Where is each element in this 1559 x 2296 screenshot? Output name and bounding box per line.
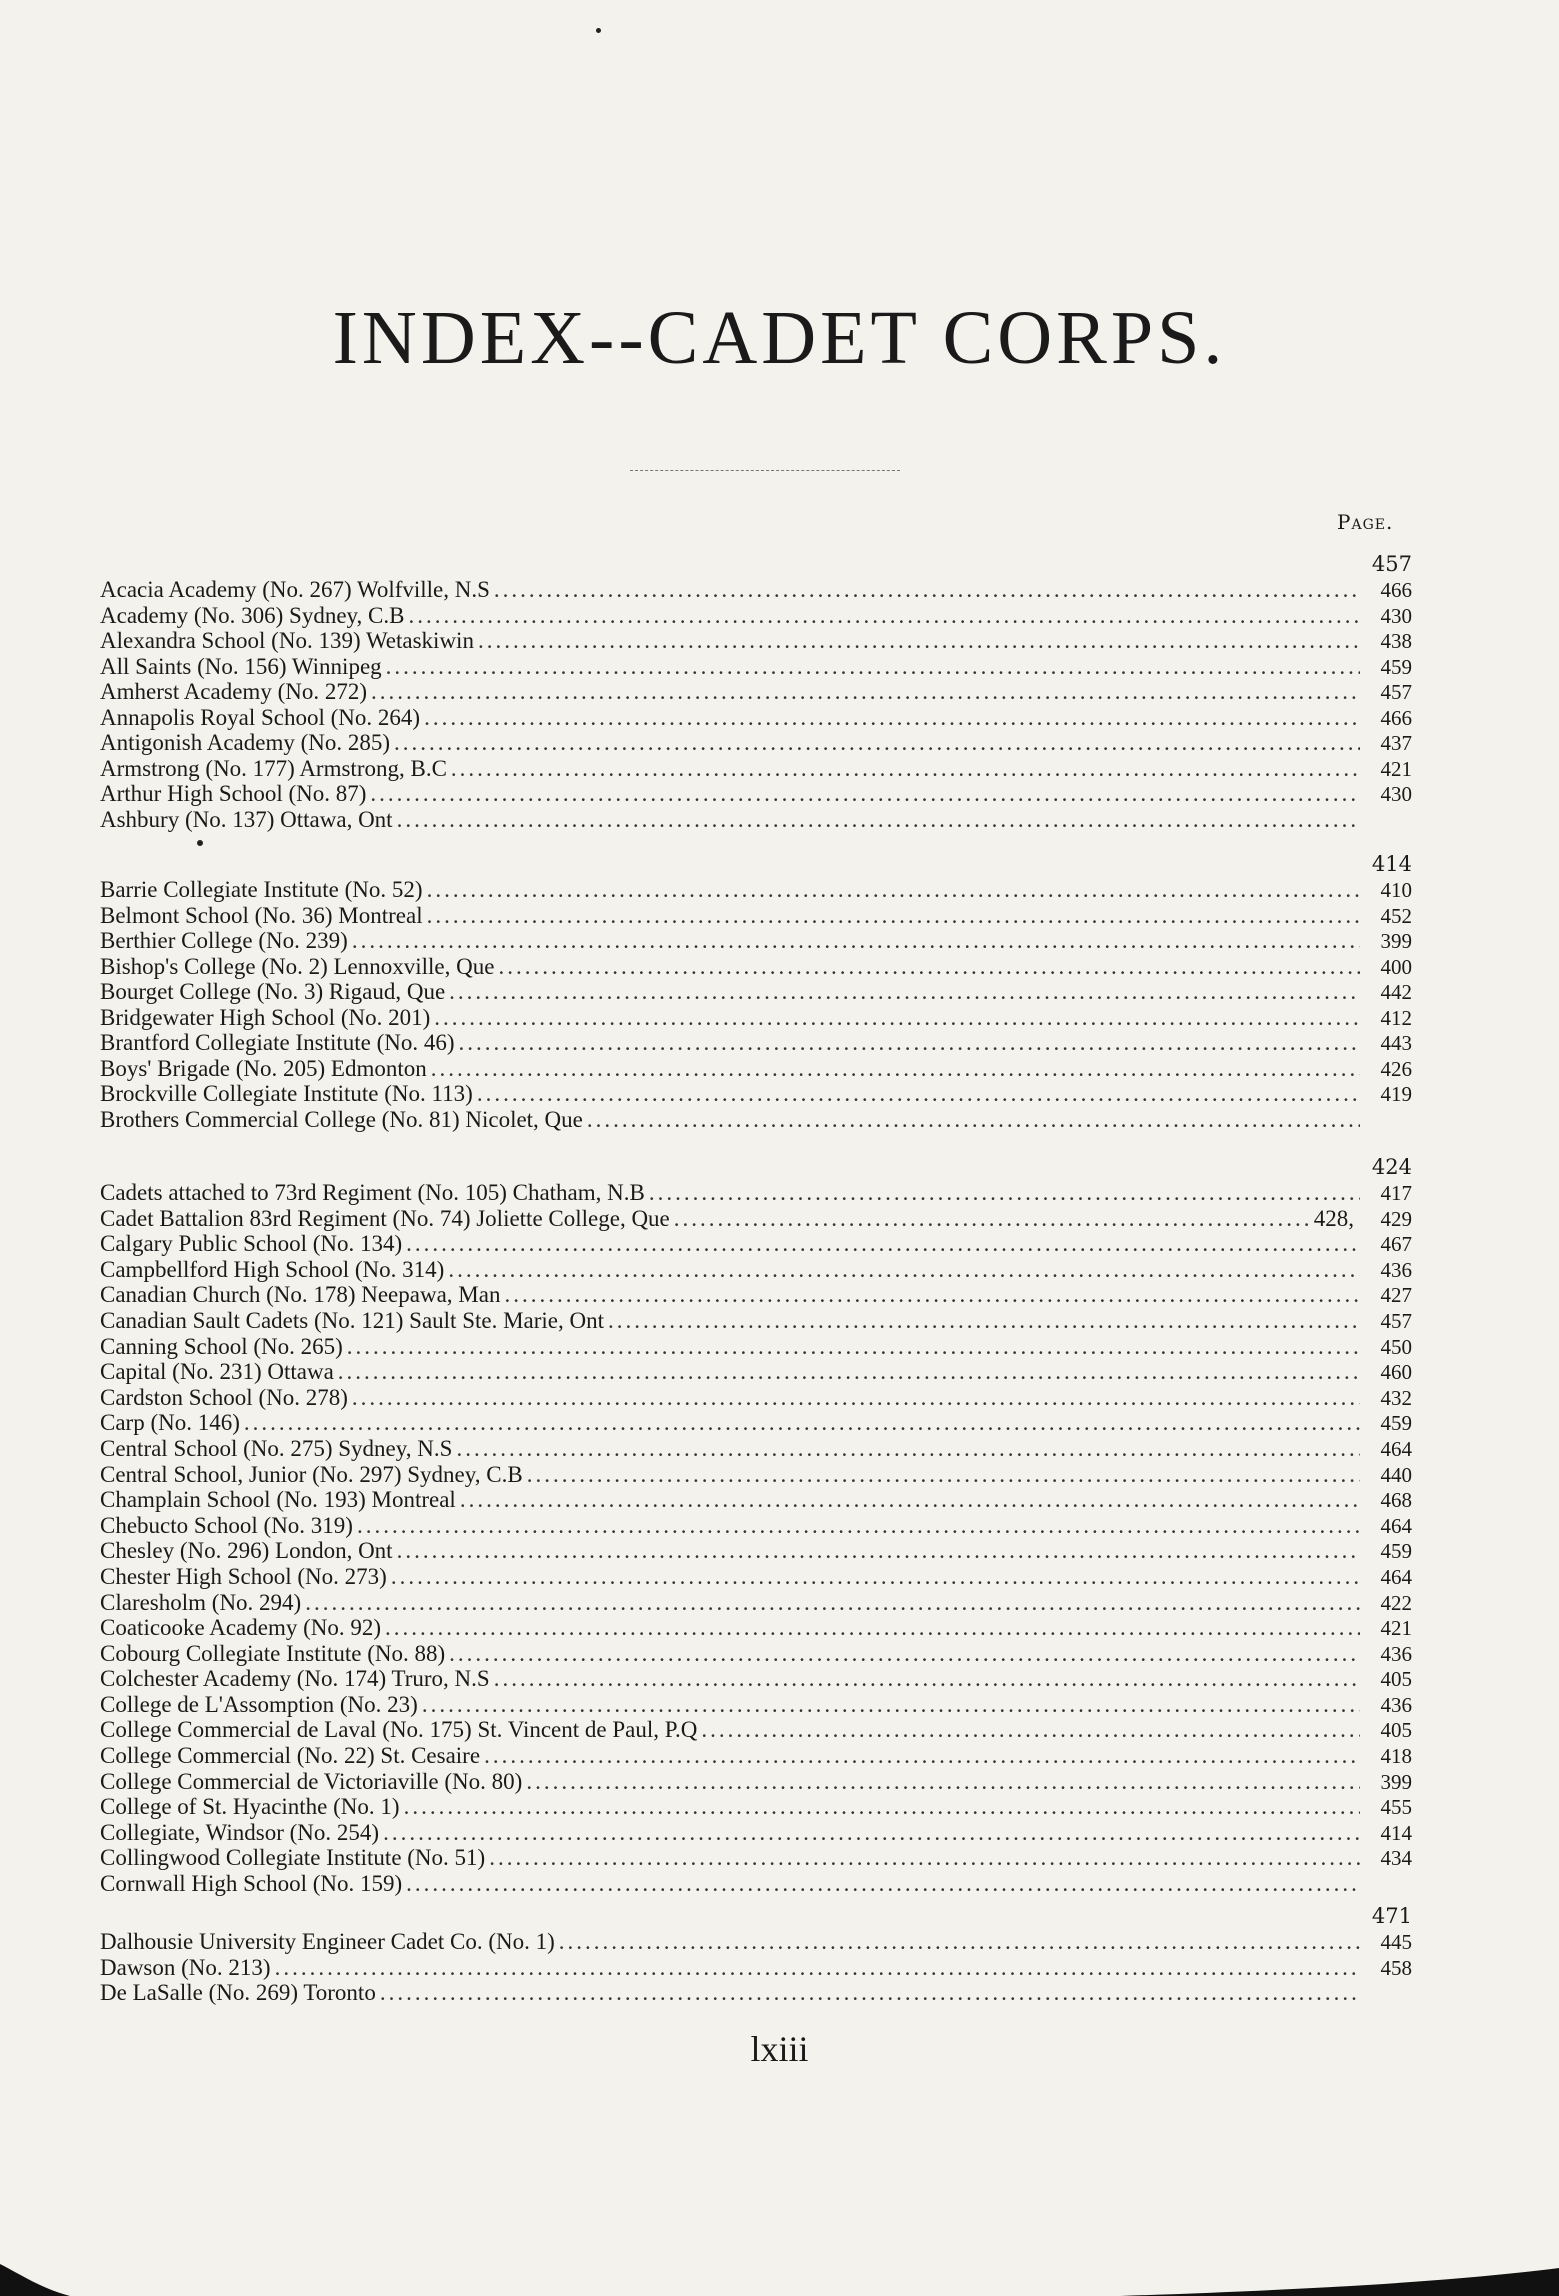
ink-speck bbox=[596, 28, 601, 33]
leader-dots bbox=[477, 1081, 1360, 1107]
entry-page-number: 405 bbox=[1380, 1718, 1412, 1743]
leader-dots bbox=[338, 1359, 1360, 1385]
leader-dots bbox=[380, 1980, 1360, 2006]
entry-name: Chebucto School (No. 319) bbox=[100, 1512, 353, 1538]
entry-extra-page: 428, bbox=[1313, 1205, 1354, 1231]
entry-page-number: 466 bbox=[1380, 578, 1412, 602]
entry-page-number: 405 bbox=[1380, 1667, 1412, 1692]
entry-page-number: 440 bbox=[1380, 1462, 1412, 1487]
index-entry bbox=[100, 1282, 1412, 1308]
entry-name: Amherst Academy (No. 272) bbox=[100, 679, 367, 704]
entry-name: Canning School (No. 265) bbox=[100, 1333, 343, 1359]
entry-page-number: 399 bbox=[1380, 1769, 1412, 1794]
leader-dots bbox=[275, 1955, 1360, 1981]
index-entry bbox=[100, 1692, 1412, 1718]
leader-dots bbox=[649, 1180, 1360, 1206]
index-entry bbox=[100, 1871, 1412, 1897]
entry-page-number: 412 bbox=[1380, 1005, 1412, 1030]
index-entry bbox=[100, 679, 1412, 705]
entry-page-number: 436 bbox=[1380, 1641, 1412, 1666]
entry-name: Cardston School (No. 278) bbox=[100, 1384, 348, 1410]
leader-dots bbox=[427, 877, 1360, 903]
entry-page-number: 429 bbox=[1380, 1206, 1412, 1231]
entry-name: Central School, Junior (No. 297) Sydney, C.B bbox=[100, 1461, 523, 1487]
entry-page-number: 438 bbox=[1380, 629, 1412, 653]
entry-name: Champlain School (No. 193) Montreal bbox=[100, 1487, 456, 1513]
index-entry bbox=[100, 1615, 1412, 1641]
entry-page-number: 467 bbox=[1380, 1232, 1412, 1257]
index-entry bbox=[100, 1641, 1412, 1667]
entry-page-number: 436 bbox=[1380, 1257, 1412, 1282]
leader-dots bbox=[449, 1641, 1360, 1667]
index-entry bbox=[100, 1056, 1412, 1082]
entry-page-number: 426 bbox=[1380, 1056, 1412, 1081]
entry-page-number: 457 bbox=[1380, 680, 1412, 704]
entry-page-number: 464 bbox=[1380, 1436, 1412, 1461]
index-entry bbox=[100, 756, 1412, 782]
leader-dots bbox=[434, 1005, 1360, 1031]
leader-dots bbox=[459, 1030, 1360, 1056]
index-section-b bbox=[100, 852, 1412, 1132]
entry-name: Alexandra School (No. 139) Wetaskiwin bbox=[100, 628, 474, 653]
index-entry bbox=[100, 1308, 1412, 1334]
index-entry bbox=[100, 628, 1412, 654]
entry-name: Berthier College (No. 239) bbox=[100, 928, 348, 953]
entry-page-number: 400 bbox=[1380, 954, 1412, 979]
index-entry bbox=[100, 1005, 1412, 1031]
entry-name: De LaSalle (No. 269) Toronto bbox=[100, 1980, 376, 2005]
entry-name: Chester High School (No. 273) bbox=[100, 1563, 387, 1589]
index-entry bbox=[100, 1359, 1412, 1385]
leader-dots bbox=[409, 603, 1361, 629]
leader-dots bbox=[352, 928, 1360, 954]
entry-name: Brockville Collegiate Institute (No. 113) bbox=[100, 1081, 473, 1106]
entry-name: Annapolis Royal School (No. 264) bbox=[100, 704, 421, 730]
page-column-header: Page. bbox=[1337, 510, 1394, 534]
index-entry bbox=[100, 1929, 1412, 1955]
entry-page-number: 430 bbox=[1380, 782, 1412, 806]
index-entry bbox=[100, 705, 1412, 731]
entry-page-number: 437 bbox=[1380, 731, 1412, 755]
leader-dots bbox=[526, 1769, 1360, 1795]
entry-name: Claresholm (No. 294) bbox=[100, 1589, 302, 1615]
leader-dots bbox=[451, 756, 1360, 782]
entry-page-number: 399 bbox=[1380, 929, 1412, 953]
entry-page-number: 457 bbox=[1380, 1308, 1412, 1333]
index-entry bbox=[100, 1743, 1412, 1769]
leader-dots bbox=[371, 679, 1360, 705]
entry-name: College Commercial de Laval (No. 175) St. Vincent de Paul, P.Q bbox=[100, 1717, 698, 1743]
leader-dots bbox=[484, 1743, 1360, 1769]
index-entry bbox=[100, 1180, 1412, 1206]
entry-page-number: 464 bbox=[1380, 1564, 1412, 1589]
leader-dots bbox=[244, 1410, 1360, 1436]
index-entry bbox=[100, 1564, 1412, 1590]
leader-dots bbox=[305, 1590, 1360, 1616]
index-entry bbox=[100, 1410, 1412, 1436]
index-entry bbox=[100, 1385, 1412, 1411]
section-first-page-number: 424 bbox=[1371, 1155, 1412, 1179]
index-entry bbox=[100, 730, 1412, 756]
entry-page-number: 427 bbox=[1380, 1283, 1412, 1308]
index-entry bbox=[100, 1436, 1412, 1462]
leader-dots bbox=[404, 1794, 1360, 1820]
entry-name: Antigonish Academy (No. 285) bbox=[100, 730, 391, 755]
index-entry bbox=[100, 1206, 1412, 1232]
entry-page-number: 464 bbox=[1380, 1513, 1412, 1538]
index-section-d bbox=[100, 1904, 1412, 2006]
leader-dots bbox=[352, 1385, 1360, 1411]
entry-name: Barrie Collegiate Institute (No. 52) bbox=[100, 877, 423, 902]
entry-page-number: 414 bbox=[1380, 1820, 1412, 1845]
entry-name: Bishop's College (No. 2) Lennoxville, Que bbox=[100, 953, 495, 979]
leader-dots bbox=[674, 1206, 1310, 1232]
entry-name: Central School (No. 275) Sydney, N.S bbox=[100, 1435, 453, 1461]
index-entry bbox=[100, 1590, 1412, 1616]
leader-dots bbox=[347, 1334, 1360, 1360]
leader-dots bbox=[460, 1487, 1360, 1513]
leader-dots bbox=[385, 1615, 1360, 1641]
page-edge-shadow bbox=[0, 2246, 1559, 2296]
leader-dots bbox=[431, 1056, 1360, 1082]
leader-dots bbox=[424, 705, 1360, 731]
entry-name: Ashbury (No. 137) Ottawa, Ont bbox=[100, 806, 393, 832]
entry-page-number: 422 bbox=[1380, 1590, 1412, 1615]
entry-page-number: 432 bbox=[1380, 1385, 1412, 1410]
leader-dots bbox=[608, 1308, 1360, 1334]
index-entry bbox=[100, 1334, 1412, 1360]
entry-page-number: 466 bbox=[1380, 705, 1412, 730]
entry-name: Campbellford High School (No. 314) bbox=[100, 1256, 445, 1282]
leader-dots bbox=[449, 979, 1360, 1005]
entry-page-number: 421 bbox=[1380, 1616, 1412, 1641]
index-entry bbox=[100, 1794, 1412, 1820]
entry-name: Collingwood Collegiate Institute (No. 51) bbox=[100, 1845, 486, 1871]
entry-name: College Commercial (No. 22) St. Cesaire bbox=[100, 1743, 481, 1769]
entry-page-number: 410 bbox=[1380, 878, 1412, 902]
leader-dots bbox=[498, 954, 1360, 980]
index-entry bbox=[100, 928, 1412, 954]
entry-page-number: 430 bbox=[1380, 603, 1412, 628]
entry-page-number: 436 bbox=[1380, 1692, 1412, 1717]
index-entry bbox=[100, 1107, 1412, 1133]
entry-name: Brantford Collegiate Institute (No. 46) bbox=[100, 1030, 455, 1055]
entry-page-number: 434 bbox=[1380, 1846, 1412, 1871]
leader-dots bbox=[701, 1717, 1360, 1743]
entry-name: Dawson (No. 213) bbox=[100, 1954, 271, 1980]
entry-name: Capital (No. 231) Ottawa bbox=[100, 1359, 334, 1385]
entry-name: Brothers Commercial College (No. 81) Nicolet, Que bbox=[100, 1106, 583, 1132]
index-entry bbox=[100, 1257, 1412, 1283]
leader-dots bbox=[559, 1929, 1360, 1955]
entry-page-number: 458 bbox=[1380, 1955, 1412, 1980]
leader-dots bbox=[494, 1666, 1360, 1692]
entry-name: Coaticooke Academy (No. 92) bbox=[100, 1615, 382, 1641]
entry-name: Armstrong (No. 177) Armstrong, B.C bbox=[100, 755, 447, 781]
entry-name: Collegiate, Windsor (No. 254) bbox=[100, 1819, 380, 1845]
entry-name: All Saints (No. 156) Winnipeg bbox=[100, 653, 382, 679]
entry-name: Canadian Sault Cadets (No. 121) Sault Ste. Marie, Ont bbox=[100, 1307, 605, 1333]
entry-page-number: 442 bbox=[1380, 980, 1412, 1004]
entry-name: Cornwall High School (No. 159) bbox=[100, 1871, 403, 1897]
index-section-a bbox=[100, 552, 1412, 832]
entry-page-number: 421 bbox=[1380, 756, 1412, 781]
title-rule bbox=[630, 470, 900, 471]
entry-name: Cadets attached to 73rd Regiment (No. 105) Chatham, N.B bbox=[100, 1180, 645, 1205]
entry-page-number: 468 bbox=[1380, 1488, 1412, 1513]
index-entry bbox=[100, 1081, 1412, 1107]
index-entry bbox=[100, 1462, 1412, 1488]
entry-name: College of St. Hyacinthe (No. 1) bbox=[100, 1794, 400, 1820]
entry-page-number: 419 bbox=[1380, 1082, 1412, 1106]
entry-page-number: 459 bbox=[1380, 654, 1412, 679]
entry-page-number: 459 bbox=[1380, 1539, 1412, 1564]
index-entry bbox=[100, 1231, 1412, 1257]
index-section-c bbox=[100, 1155, 1412, 1897]
entry-name: College de L'Assomption (No. 23) bbox=[100, 1691, 418, 1717]
entry-page-number: 459 bbox=[1380, 1411, 1412, 1436]
leader-dots bbox=[397, 1538, 1360, 1564]
entry-name: Bourget College (No. 3) Rigaud, Que bbox=[100, 979, 446, 1004]
leader-dots bbox=[527, 1462, 1360, 1488]
entry-name: Colchester Academy (No. 174) Truro, N.S bbox=[100, 1666, 490, 1692]
entry-page-number: 455 bbox=[1380, 1795, 1412, 1820]
index-entry bbox=[100, 1717, 1412, 1743]
entry-name: Belmont School (No. 36) Montreal bbox=[100, 902, 423, 928]
index-entry bbox=[100, 781, 1412, 807]
entry-name: Boys' Brigade (No. 205) Edmonton bbox=[100, 1055, 427, 1081]
entry-name: Academy (No. 306) Sydney, C.B bbox=[100, 602, 405, 628]
index-entry bbox=[100, 807, 1412, 833]
entry-name: Canadian Church (No. 178) Neepawa, Man bbox=[100, 1282, 501, 1308]
leader-dots bbox=[406, 1871, 1360, 1897]
page-folio: lxiii bbox=[750, 2029, 809, 2069]
index-entry bbox=[100, 603, 1412, 629]
leader-dots bbox=[397, 807, 1360, 833]
section-first-page-number: 457 bbox=[1371, 552, 1412, 576]
entry-name: Calgary Public School (No. 134) bbox=[100, 1231, 403, 1257]
entry-name: Dalhousie University Engineer Cadet Co. (No. 1) bbox=[100, 1929, 555, 1954]
leader-dots bbox=[357, 1513, 1360, 1539]
leader-dots bbox=[422, 1692, 1360, 1718]
page-title: INDEX--CADET CORPS. bbox=[332, 296, 1227, 380]
index-entry bbox=[100, 1513, 1412, 1539]
leader-dots bbox=[370, 781, 1360, 807]
index-entry bbox=[100, 1769, 1412, 1795]
index-entry bbox=[100, 1538, 1412, 1564]
leader-dots bbox=[383, 1820, 1360, 1846]
index-entry bbox=[100, 1845, 1412, 1871]
leader-dots bbox=[394, 730, 1360, 756]
leader-dots bbox=[489, 1845, 1360, 1871]
entry-name: Cobourg Collegiate Institute (No. 88) bbox=[100, 1640, 446, 1666]
entry-name: Cadet Battalion 83rd Regiment (No. 74) Joliette College, Que bbox=[100, 1205, 670, 1231]
index-entry bbox=[100, 1955, 1412, 1981]
leader-dots bbox=[494, 577, 1360, 603]
index-entry bbox=[100, 1030, 1412, 1056]
leader-dots bbox=[391, 1564, 1360, 1590]
leader-dots bbox=[448, 1257, 1360, 1283]
entry-page-number: 460 bbox=[1380, 1360, 1412, 1385]
section-first-page-number: 414 bbox=[1371, 852, 1412, 876]
entry-page-number: 443 bbox=[1380, 1031, 1412, 1055]
leader-dots bbox=[504, 1282, 1360, 1308]
leader-dots bbox=[478, 628, 1360, 654]
entry-name: Bridgewater High School (No. 201) bbox=[100, 1004, 431, 1030]
leader-dots bbox=[427, 903, 1360, 929]
entry-page-number: 445 bbox=[1380, 1930, 1412, 1954]
entry-page-number: 450 bbox=[1380, 1334, 1412, 1359]
entry-name: Acacia Academy (No. 267) Wolfville, N.S bbox=[100, 577, 490, 602]
index-entry bbox=[100, 654, 1412, 680]
leader-dots bbox=[587, 1107, 1360, 1133]
leader-dots bbox=[406, 1231, 1360, 1257]
index-entry bbox=[100, 877, 1412, 903]
entry-name: Carp (No. 146) bbox=[100, 1410, 240, 1436]
index-entry bbox=[100, 1980, 1412, 2006]
index-entry bbox=[100, 577, 1412, 603]
section-first-page-number: 471 bbox=[1371, 1904, 1412, 1928]
leader-dots bbox=[456, 1436, 1360, 1462]
entry-page-number: 417 bbox=[1380, 1181, 1412, 1205]
entry-page-number: 418 bbox=[1380, 1744, 1412, 1769]
index-entry bbox=[100, 1666, 1412, 1692]
ink-speck bbox=[197, 840, 203, 846]
leader-dots bbox=[386, 654, 1360, 680]
entry-name: Arthur High School (No. 87) bbox=[100, 781, 367, 806]
entry-name: Chesley (No. 296) London, Ont bbox=[100, 1538, 393, 1564]
index-entry bbox=[100, 979, 1412, 1005]
entry-page-number: 452 bbox=[1380, 903, 1412, 928]
index-entry bbox=[100, 1820, 1412, 1846]
index-entry bbox=[100, 954, 1412, 980]
entry-name: College Commercial de Victoriaville (No. 80) bbox=[100, 1768, 523, 1794]
index-entry bbox=[100, 903, 1412, 929]
index-entry bbox=[100, 1487, 1412, 1513]
